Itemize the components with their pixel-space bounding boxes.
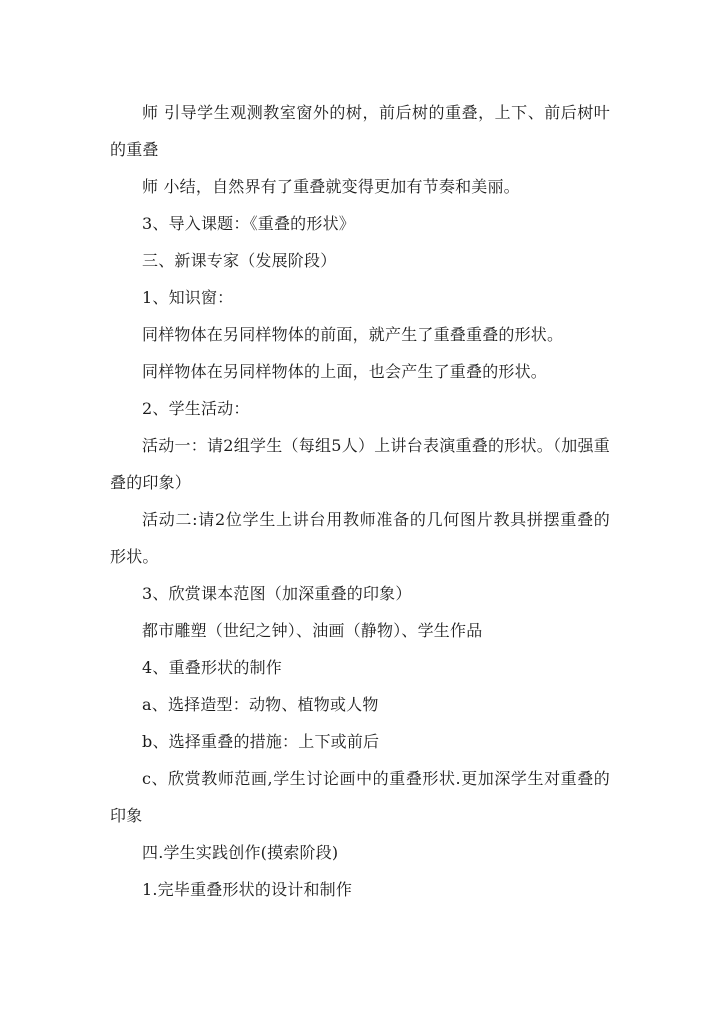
paragraph-choose-model: a、选择造型：动物、植物或人物 — [142, 695, 379, 714]
paragraph-knowledge-window: 1、知识窗： — [142, 288, 234, 307]
paragraph-top-overlap: 同样物体在另同样物体的上面，也会产生了重叠的形状。 — [142, 362, 548, 381]
paragraph-appreciate-examples: 3、欣赏课本范图（加深重叠的印象） — [142, 584, 412, 603]
section-heading-new-lesson: 三、新课专家（发展阶段） — [142, 251, 337, 270]
paragraph-choose-method: b、选择重叠的措施：上下或前后 — [142, 732, 380, 751]
paragraph-observe-trees: 师 引导学生观测教室窗外的树，前后树的重叠，上下、前后树叶的重叠 — [110, 103, 610, 159]
paragraph-front-overlap: 同样物体在另同样物体的前面，就产生了重叠重叠的形状。 — [142, 325, 564, 344]
paragraph-activity-one: 活动一：请2组学生（每组5人）上讲台表演重叠的形状。（加强重叠的印象） — [110, 436, 610, 492]
paragraph-activity-two: 活动二:请2位学生上讲台用教师准备的几何图片教具拼摆重叠的形状。 — [110, 510, 610, 566]
paragraph-summary: 师 小结，自然界有了重叠就变得更加有节奏和美丽。 — [142, 177, 520, 196]
paragraph-intro-topic: 3、导入课题：《重叠的形状》 — [142, 214, 355, 233]
paragraph-making-shapes: 4、重叠形状的制作 — [142, 658, 282, 677]
paragraph-appreciate-teacher: c、欣赏教师范画,学生讨论画中的重叠形状.更加深学生对重叠的印象 — [110, 769, 610, 825]
document-body — [110, 94, 610, 908]
paragraph-student-activity: 2、学生活动： — [142, 399, 250, 418]
paragraph-complete-design: 1.完毕重叠形状的设计和制作 — [142, 880, 353, 899]
paragraph-artworks: 都市雕塑（世纪之钟）、油画（静物）、学生作品 — [142, 621, 483, 640]
section-heading-practice: 四.学生实践创作(摸索阶段) — [142, 843, 339, 862]
